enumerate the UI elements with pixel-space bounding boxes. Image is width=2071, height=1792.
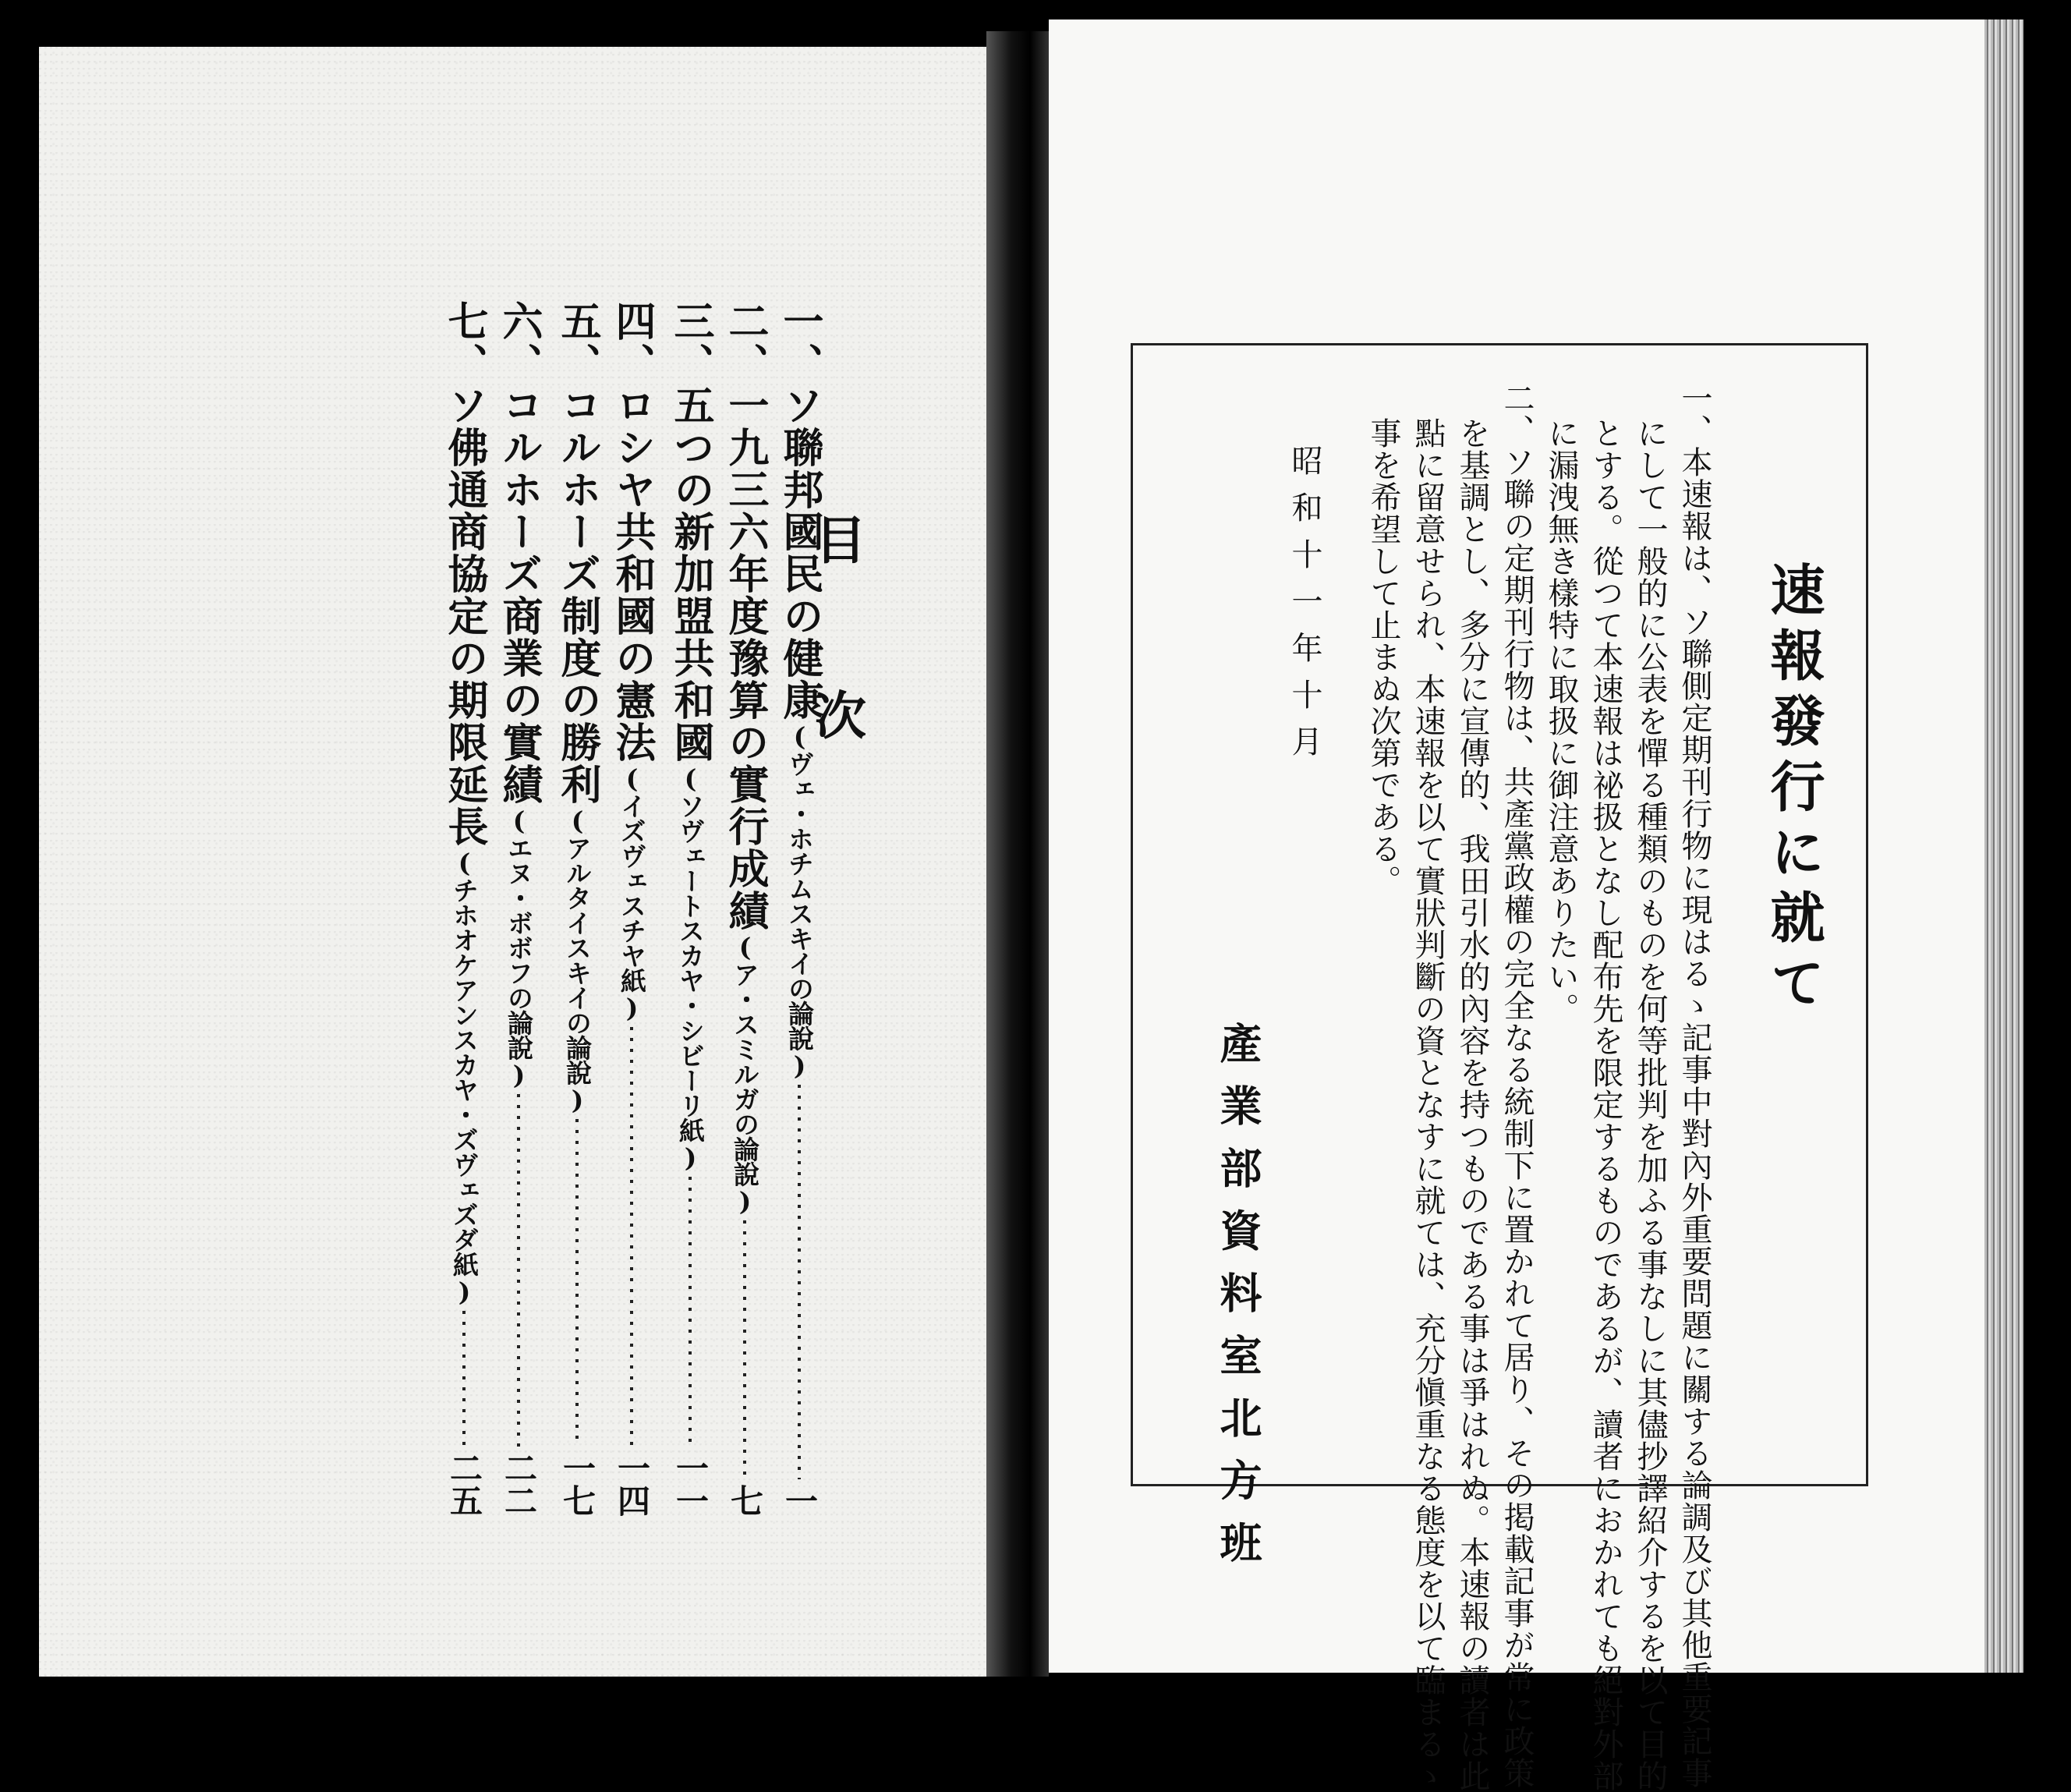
toc-entry-title: 三、五つの新加盟共和國 — [667, 300, 714, 763]
toc-entry-page: 一七 — [558, 1451, 597, 1517]
toc-leader-dots — [689, 1177, 692, 1447]
toc-entry-page: 七 — [726, 1484, 764, 1517]
notice-title: 速報發行に就て — [1761, 561, 1826, 1020]
toc-entry-6[interactable] — [495, 300, 542, 1517]
toc-entry-source: (ソヴェートスカヤ・シビーリ紙) — [675, 763, 706, 1172]
toc-leader-dots — [462, 1311, 466, 1447]
toc-entry-4[interactable] — [608, 300, 655, 1517]
notice-issuer: 產業部資料室北方班 — [1213, 1022, 1263, 1583]
toc-entry-title: 六、コルホーズ商業の實績 — [495, 300, 543, 806]
toc-entry-title: 五、コルホーズ制度の勝利 — [554, 300, 601, 806]
toc-entry-title: 一、ソ聯邦國民の健康 — [776, 300, 823, 721]
toc-heading-char-2: 次 — [815, 685, 866, 746]
page-edges — [1984, 19, 2023, 1673]
toc-entry-source: (イズヴェスチヤ紙) — [617, 763, 647, 1022]
notice-line-5: 二、ソ聯の定期刊行物は、共產黨政權の完全なる統制下に置かれて居り、その掲載記事が常に政策 — [1499, 382, 1535, 1789]
notice-line-6: を基調とし、多分に宣傳的、我田引水的內容を持つものである事は爭はれぬ。本速報の讀者は此 — [1454, 417, 1490, 1792]
toc-entry-source: (ヴェ・ホチムスキイの論說) — [784, 721, 815, 1080]
notice-line-4: に漏洩無き樣特に取扱に御注意ありたい。 — [1543, 417, 1579, 1025]
toc-entry-page: 一四 — [613, 1451, 651, 1517]
toc-entry-source: (エヌ・ボボフの論說) — [504, 806, 534, 1089]
toc-entry-title: 二、一九三六年度豫算の實行成績 — [721, 300, 769, 932]
toc-leader-dots — [575, 1119, 579, 1447]
notice-line-1: 一、本速報は、ソ聯側定期刊行物に現はるゝ記事中對內外重要問題に關する論調及び其他重要記事 — [1676, 382, 1712, 1789]
toc-entry-title: 四、ロシヤ共和國の憲法 — [608, 300, 656, 763]
toc-leader-dots — [630, 1027, 633, 1447]
notice-line-8: 事を希望して止まぬ次第である。 — [1365, 417, 1401, 897]
notice-line-2: にして一般的に公表を憚る種類のものを何等批判を加ふる事なしに其儘抄譯紹介するを以て目的 — [1632, 417, 1668, 1792]
toc-entry-page: 二五 — [445, 1451, 483, 1517]
toc-entry-source: (チホオケアンスカヤ・ズヴェズダ紙) — [449, 848, 480, 1306]
toc-entry-page: 二二 — [500, 1451, 538, 1517]
toc-entry-2[interactable] — [721, 300, 768, 1517]
toc-heading-char-1: 目 — [815, 510, 866, 571]
toc-leader-dots — [743, 1220, 746, 1479]
toc-entry-page: 一 — [781, 1484, 819, 1517]
toc-entry-title: 七、ソ佛通商協定の期限延長 — [441, 300, 488, 848]
toc-leader-dots — [798, 1085, 801, 1479]
book-gutter — [986, 31, 1049, 1677]
notice-line-7: 點に留意せられ、本速報を以て實狀判斷の資となすに就ては、充分愼重なる態度を以て臨まるゝ — [1410, 417, 1446, 1792]
notice-date: 昭和十一年十月 — [1287, 444, 1322, 772]
toc-entry-source: (ア・スミルガの論說) — [730, 932, 760, 1216]
toc-entry-3[interactable] — [667, 300, 713, 1517]
toc-entry-7[interactable] — [441, 300, 487, 1517]
toc-entry-page: 一一 — [671, 1451, 710, 1517]
toc-entry-5[interactable] — [554, 300, 600, 1517]
toc-entry-1[interactable] — [776, 300, 823, 1517]
notice-line-3: とする。從つて本速報は祕扱となし配布先を限定するものであるが、讀者におかれても絕對外部 — [1588, 417, 1623, 1792]
toc-leader-dots — [517, 1094, 520, 1447]
toc-entry-source: (アルタイスキイの論說) — [562, 806, 593, 1114]
